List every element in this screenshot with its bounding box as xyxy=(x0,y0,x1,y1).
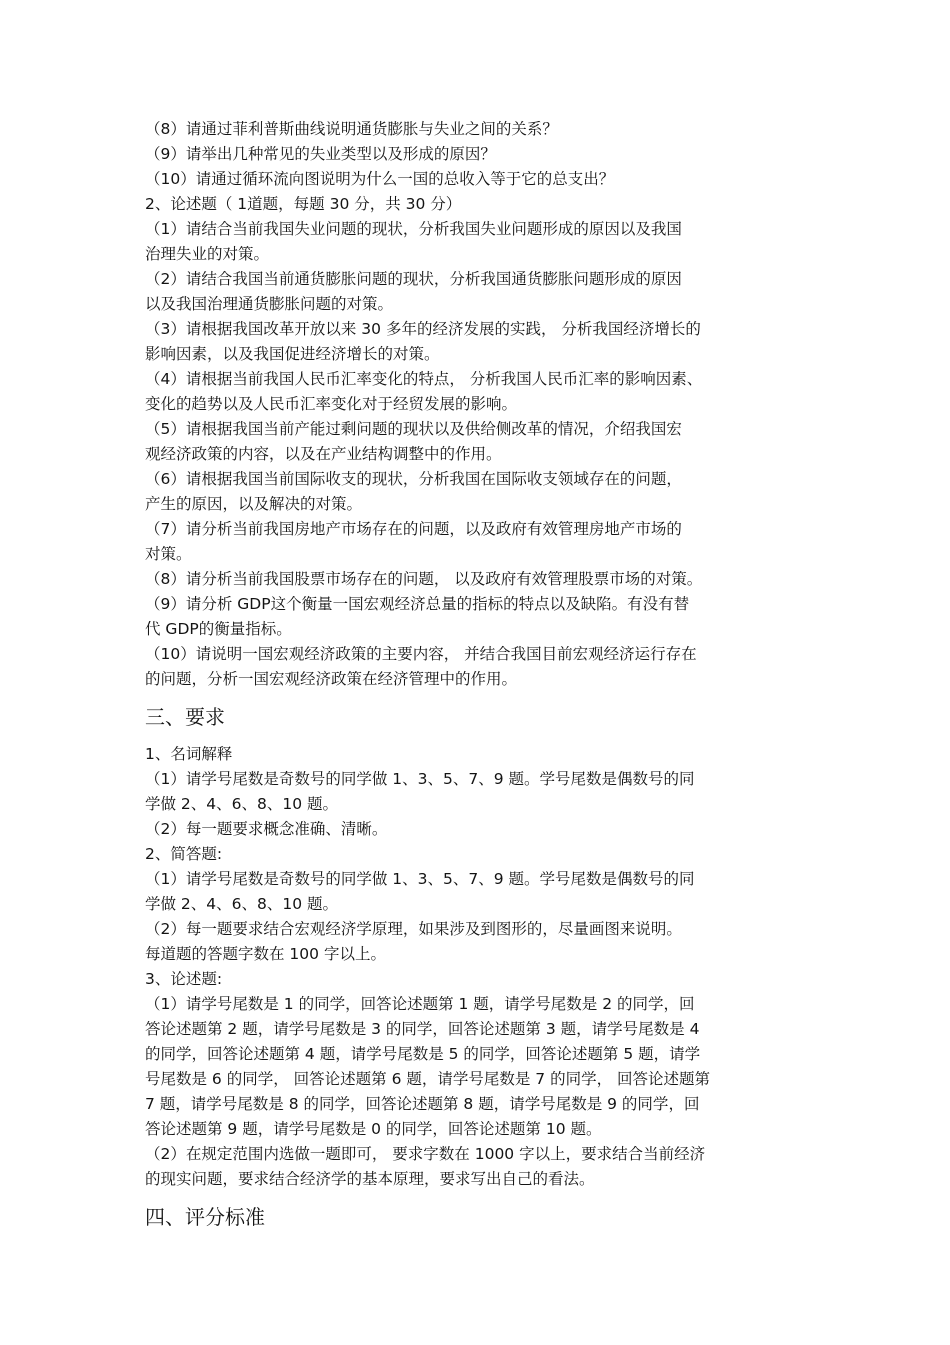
requirements-line: 的同学，回答论述题第 4 题，请学号尾数是 5 的同学，回答论述题第 5 题，请学 xyxy=(145,1045,701,1063)
essay-question-10-line-1: （10）请说明一国宏观经济政策的主要内容， 并结合我国目前宏观经济运行存在 xyxy=(145,645,697,663)
requirements-line: 2、简答题: xyxy=(145,845,223,863)
short-answer-question-9: （9）请举出几种常见的失业类型以及形成的原因？ xyxy=(145,145,496,163)
short-answer-question-8: （8）请通过菲利普斯曲线说明通货膨胀与失业之间的关系？ xyxy=(145,120,558,138)
requirements-line: （2）在规定范围内选做一题即可， 要求字数在 1000 字以上，要求结合当前经济 xyxy=(145,1145,706,1163)
essay-question-1-line-1: （1）请结合当前我国失业问题的现状，分析我国失业问题形成的原因以及我国 xyxy=(145,220,682,238)
requirements-line: 的现实问题，要求结合经济学的基本原理，要求写出自己的看法。 xyxy=(145,1170,595,1188)
essay-question-4-line-1: （4）请根据当前我国人民币汇率变化的特点， 分析我国人民币汇率的影响因素、 xyxy=(145,370,703,388)
requirements-line: （2）每一题要求结合宏观经济学原理，如果涉及到图形的，尽量画图来说明。 xyxy=(145,920,682,938)
requirements-line: 3、论述题: xyxy=(145,970,223,988)
requirements-line: （2）每一题要求概念准确、清晰。 xyxy=(145,820,388,838)
requirements-line: （1）请学号尾数是奇数号的同学做 1、3、5、7、9 题。学号尾数是偶数号的同 xyxy=(145,770,695,788)
requirements-line: 答论述题第 9 题，请学号尾数是 0 的同学，回答论述题第 10 题。 xyxy=(145,1120,602,1138)
short-answer-question-10: （10）请通过循环流向图说明为什么一国的总收入等于它的总支出？ xyxy=(145,170,615,188)
requirements-line: 答论述题第 2 题，请学号尾数是 3 的同学，回答论述题第 3 题，请学号尾数是 4 xyxy=(145,1020,700,1038)
essay-question-2-line-2: 以及我国治理通货膨胀问题的对策。 xyxy=(145,295,394,313)
essay-question-5-line-2: 观经济政策的内容，以及在产业结构调整中的作用。 xyxy=(145,445,502,463)
requirements-line: （1）请学号尾数是 1 的同学，回答论述题第 1 题，请学号尾数是 2 的同学，回 xyxy=(145,995,695,1013)
essay-question-10-line-2: 的问题，分析一国宏观经济政策在经济管理中的作用。 xyxy=(145,670,518,688)
essay-question-6-line-2: 产生的原因，以及解决的对策。 xyxy=(145,495,363,513)
essay-question-4-line-2: 变化的趋势以及人民币汇率变化对于经贸发展的影响。 xyxy=(145,395,518,413)
requirements-line: 1、名词解释 xyxy=(145,745,233,763)
essay-question-9-line-1: （9）请分析 GDP这个衡量一国宏观经济总量的指标的特点以及缺陷。有没有替 xyxy=(145,595,690,613)
requirements-line: 学做 2、4、6、8、10 题。 xyxy=(145,795,339,813)
essay-question-5-line-1: （5）请根据我国当前产能过剩问题的现状以及供给侧改革的情况，介绍我国宏 xyxy=(145,420,682,438)
essay-question-9-line-2: 代 GDP的衡量指标。 xyxy=(145,620,292,638)
requirements-line: 7 题，请学号尾数是 8 的同学，回答论述题第 8 题，请学号尾数是 9 的同学，回 xyxy=(145,1095,700,1113)
essay-question-8-line-1: （8）请分析当前我国股票市场存在的问题， 以及政府有效管理股票市场的对策。 xyxy=(145,570,703,588)
essay-question-7-line-1: （7）请分析当前我国房地产市场存在的问题，以及政府有效管理房地产市场的 xyxy=(145,520,682,538)
requirements-heading: 三、要求 xyxy=(145,705,225,729)
requirements-line: 号尾数是 6 的同学， 回答论述题第 6 题，请学号尾数是 7 的同学， 回答论述题第 xyxy=(145,1070,711,1088)
essay-question-2-line-1: （2）请结合我国当前通货膨胀问题的现状，分析我国通货膨胀问题形成的原因 xyxy=(145,270,682,288)
essay-question-3-line-2: 影响因素，以及我国促进经济增长的对策。 xyxy=(145,345,440,363)
essay-question-6-line-1: （6）请根据我国当前国际收支的现状，分析我国在国际收支领域存在的问题， xyxy=(145,470,682,488)
essay-question-7-line-2: 对策。 xyxy=(145,545,192,563)
grading-criteria-heading: 四、评分标准 xyxy=(145,1205,265,1229)
essay-question-1-line-2: 治理失业的对策。 xyxy=(145,245,270,263)
requirements-line: 每道题的答题字数在 100 字以上。 xyxy=(145,945,386,963)
requirements-line: （1）请学号尾数是奇数号的同学做 1、3、5、7、9 题。学号尾数是偶数号的同 xyxy=(145,870,695,888)
requirements-line: 学做 2、4、6、8、10 题。 xyxy=(145,895,339,913)
essay-section-title: 2、论述题（ 1道题，每题 30 分，共 30 分） xyxy=(145,195,462,213)
essay-question-3-line-1: （3）请根据我国改革开放以来 30 多年的经济发展的实践， 分析我国经济增长的 xyxy=(145,320,701,338)
